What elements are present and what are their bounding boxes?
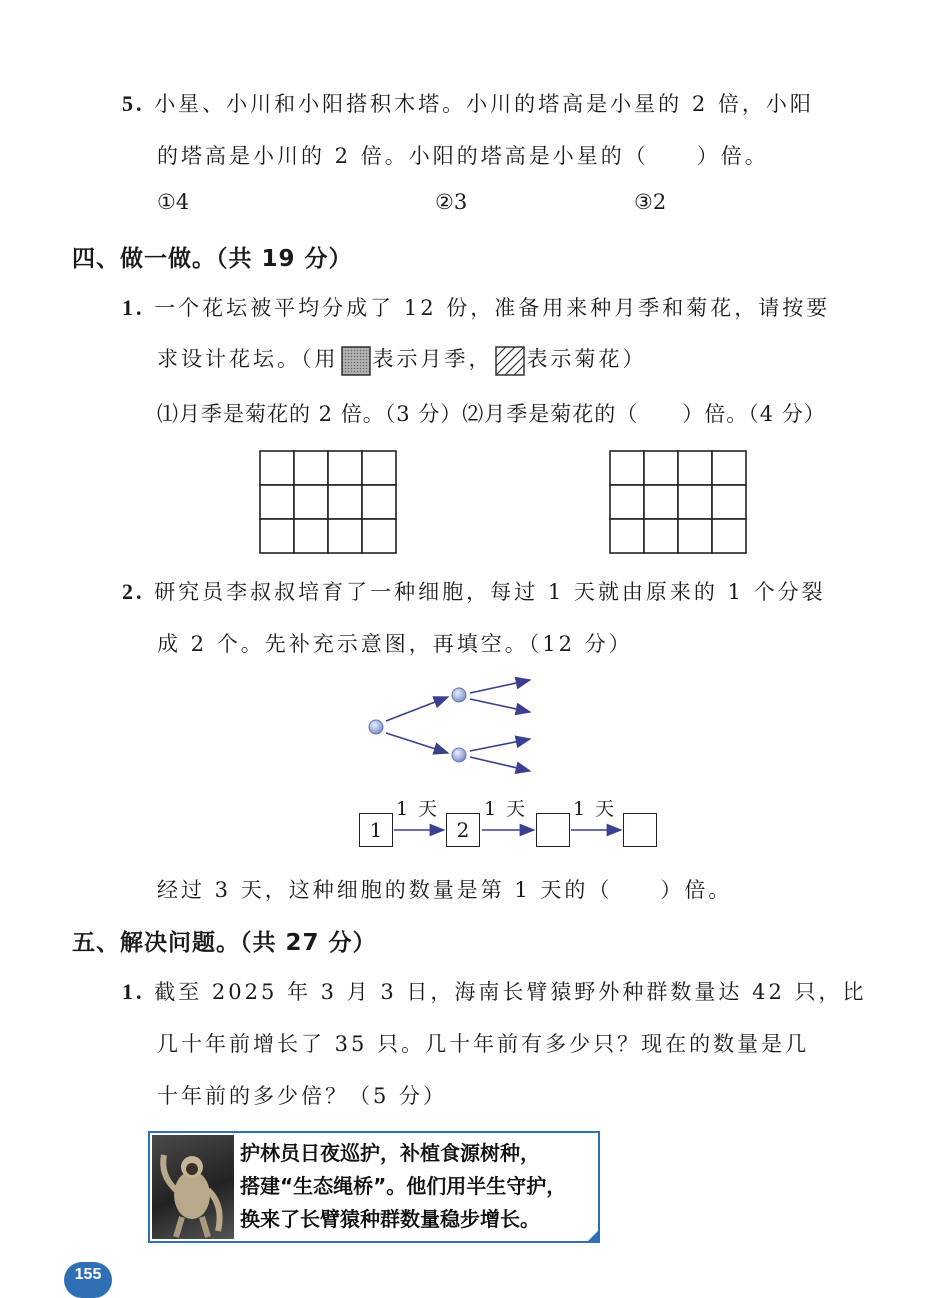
flowerbed-cell[interactable] <box>712 451 746 485</box>
flow-label-1: 1 天 <box>396 798 440 820</box>
q5-line2: 的塔高是小川的 2 倍。小阳的塔高是小星的（ ）倍。 <box>157 144 769 168</box>
flowerbed-cell[interactable] <box>294 485 328 519</box>
flowerbed-cell[interactable] <box>644 519 678 553</box>
flowerbed-cell[interactable] <box>362 519 396 553</box>
q5-line1 <box>122 88 814 118</box>
s4q1-text-2c: 表示菊花） <box>526 347 647 371</box>
chrysanthemum-legend-icon <box>495 346 525 376</box>
s4q2-fill-line: 经过 3 天，这种细胞的数量是第 1 天的（ ）倍。 <box>157 878 733 902</box>
s4q1-text-2a: 求设计花坛。（用 <box>157 347 339 371</box>
flowerbed-cell[interactable] <box>678 519 712 553</box>
s4q1-number: 1. <box>122 295 145 320</box>
s4q1-text-2b: 表示月季， <box>372 347 493 371</box>
info-text-line3: 换来了长臂猿种群数量稳步增长。 <box>240 1207 540 1231</box>
s5q1-line1 <box>122 976 866 1006</box>
flowerbed-cell[interactable] <box>260 451 294 485</box>
info-text <box>240 1137 566 1236</box>
flow-arrows <box>390 820 630 840</box>
flowerbed-cell[interactable] <box>712 485 746 519</box>
flowerbed-cell[interactable] <box>260 519 294 553</box>
s5q1-line2: 几十年前增长了 35 只。几十年前有多少只？现在的数量是几 <box>157 1032 810 1056</box>
flowerbed-cell[interactable] <box>644 451 678 485</box>
s4q1-line2 <box>157 343 647 376</box>
flowerbed-cell[interactable] <box>644 485 678 519</box>
corner-fold-icon <box>586 1229 600 1243</box>
s4q2-line2: 成 2 个。先补充示意图，再填空。（12 分） <box>157 632 633 656</box>
s4q1-text-1: 一个花坛被平均分成了 12 份，准备用来种月季和菊花，请按要 <box>154 296 831 320</box>
flow-label-3: 1 天 <box>573 798 617 820</box>
flow-box-2: 2 <box>446 813 480 847</box>
s4q2-number: 2. <box>122 579 145 604</box>
flowerbed-cell[interactable] <box>294 451 328 485</box>
cell-icon <box>452 748 466 762</box>
flowerbed-grid-2[interactable] <box>609 450 747 554</box>
cell-icon <box>369 720 383 734</box>
cell-icon <box>452 688 466 702</box>
flowerbed-cell[interactable] <box>328 519 362 553</box>
flowerbed-cell[interactable] <box>610 451 644 485</box>
gibbon-info-box <box>148 1131 600 1243</box>
flowerbed-cell[interactable] <box>294 519 328 553</box>
flowerbed-cell[interactable] <box>362 451 396 485</box>
s4q1-line3: ⑴月季是菊花的 2 倍。（3 分）⑵月季是菊花的（ ）倍。（4 分） <box>157 402 826 426</box>
cell-division-diagram <box>360 675 540 785</box>
q5-option-3: ③2 <box>634 190 667 214</box>
flowerbed-cell[interactable] <box>712 519 746 553</box>
gibbon-icon <box>152 1135 234 1239</box>
info-text-line1: 护林员日夜巡护，补植食源树种， <box>240 1141 540 1165</box>
s5q1-line3: 十年前的多少倍？（5 分） <box>157 1084 448 1108</box>
flowerbed-cell[interactable] <box>328 485 362 519</box>
flowerbed-cell[interactable] <box>260 485 294 519</box>
flowerbed-cell[interactable] <box>362 485 396 519</box>
q5-number: 5. <box>122 91 145 116</box>
s5q1-text-1: 截至 2025 年 3 月 3 日，海南长臂猿野外种群数量达 42 只，比 <box>154 980 867 1004</box>
section5-title: 五、解决问题。（共 27 分） <box>72 930 377 956</box>
flowerbed-cell[interactable] <box>678 451 712 485</box>
gibbon-photo <box>152 1135 234 1239</box>
flowerbed-cell[interactable] <box>610 485 644 519</box>
rose-legend-icon <box>341 346 371 376</box>
flow-label-2: 1 天 <box>484 798 528 820</box>
info-text-line2: 搭建“生态绳桥”。他们用半生守护， <box>240 1174 567 1198</box>
flowerbed-grid-1[interactable] <box>259 450 397 554</box>
flowerbed-cell[interactable] <box>328 451 362 485</box>
s5q1-number: 1. <box>122 979 145 1004</box>
page-number-badge: 155 <box>64 1262 112 1298</box>
section4-title: 四、做一做。（共 19 分） <box>72 246 353 272</box>
flow-box-1: 1 <box>359 813 393 847</box>
flowerbed-cell[interactable] <box>610 519 644 553</box>
flowerbed-cell[interactable] <box>678 485 712 519</box>
s4q2-text-1: 研究员李叔叔培育了一种细胞，每过 1 天就由原来的 1 个分裂 <box>154 580 826 604</box>
q5-option-2: ②3 <box>435 190 468 214</box>
s4q1-line1 <box>122 292 830 322</box>
s4q2-line1 <box>122 576 826 606</box>
q5-text-1: 小星、小川和小阳搭积木塔。小川的塔高是小星的 2 倍，小阳 <box>154 92 814 116</box>
q5-option-1: ①4 <box>157 190 190 214</box>
